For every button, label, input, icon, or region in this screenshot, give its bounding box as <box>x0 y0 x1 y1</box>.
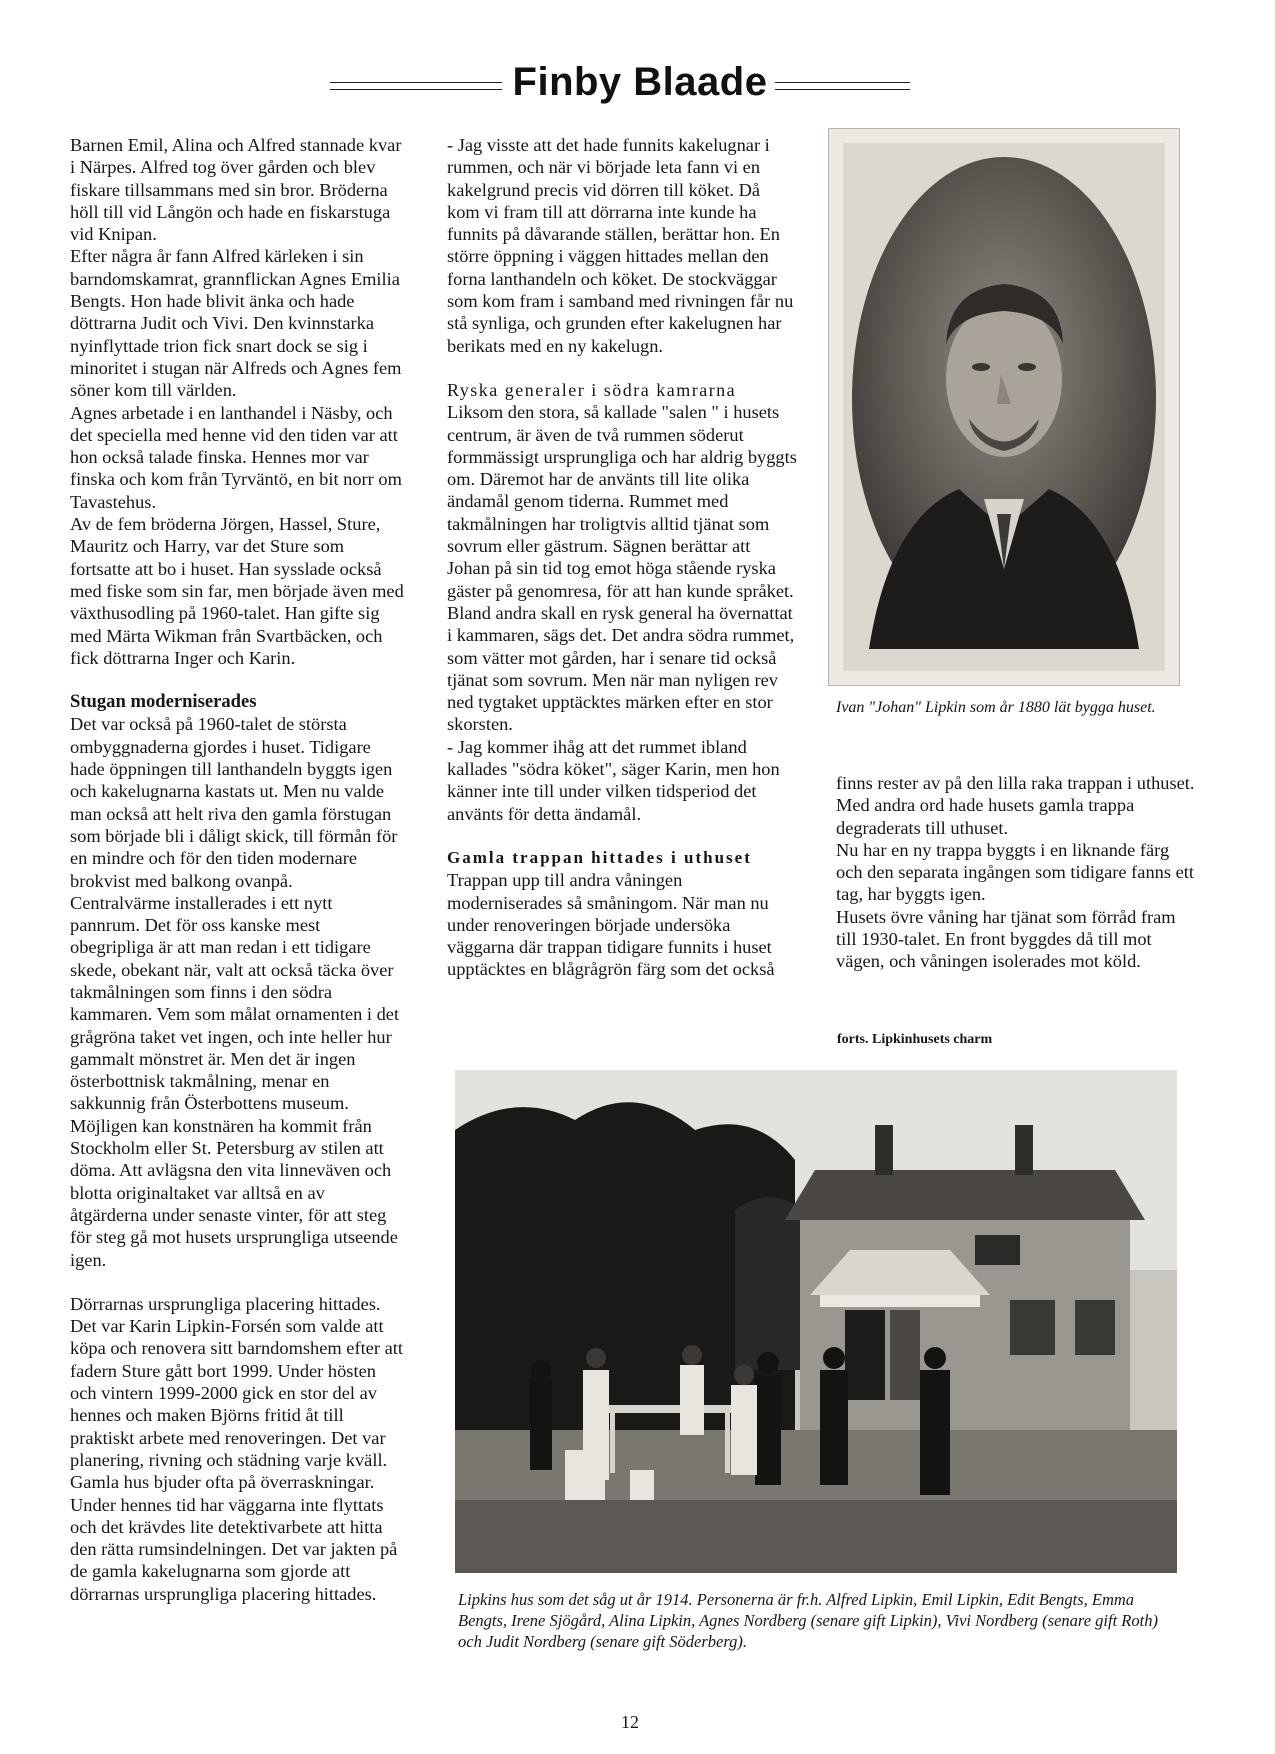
paragraph: Det var också på 1960-talet de största ombyggnaderna gjordes i huset. Tidigare hade öppningen till lanthandeln byggts igen och kakelugnarna kastats ut. Men nu valde man också att helt riva den gamla förstugan som började bli i dåligt skick, till förmån för en mindre och för den tiden modernare brokvist med balkong ovanpå. <box>70 714 398 891</box>
paragraph: Efter några år fann Alfred kärleken i sin barndomskamrat, grannflickan Agnes Emilia Bengts. Hon hade blivit änka och hade döttrarna Judit och Vivi. Den kvinnstarka nyinflyttade trion fick snart dock se sig i minoritet i stugan när Alfreds och Agnes fem söner kom till världen. <box>70 246 402 401</box>
article-column-1 <box>70 134 404 1605</box>
portrait-photo <box>828 128 1180 686</box>
paragraph: Centralvärme installerades i ett nytt pannrum. Det för oss kanske mest obegripliga är att man redan i ett tidigare skede, obekant när, valt att också täcka över takmålningen som finns i den södra kammaren. Vem som målat ornamenten i det grågröna taket vet ingen, och inte heller hur gammalt mönstret är. Men det är ingen österbottnisk takmålning, menar en sakkunnig från Österbottens museum. Möjligen kan konstnären ha kommit från Stockholm eller St. Petersburg av stilen att döma. Att avlägsna den vita linneväven och blotta originaltaket var alltså en av åtgärderna under senaste vinter, för att steg för steg gå mot husets ursprungliga utseende igen. <box>70 892 400 1270</box>
house-image <box>455 1070 1177 1573</box>
masthead <box>330 60 910 116</box>
paragraph: Dörrarnas ursprungliga placering hittades. Det var Karin Lipkin-Forsén som valde att köpa och renovera sitt barndomshem efter att fadern Sture gått bort 1999. Under hösten och vintern 1999-2000 gick en stor del av hennes och maken Björns fritid åt till praktiskt arbete med renoveringen. Det var planering, rivning och städning varje kväll. Gamla hus bjuder ofta på överraskningar. Under hennes tid har väggarna inte flyttats och det krävdes lite detektivarbete att hitta den rätta rumsindelningen. Det var jakten på de gamla kakelugnarna som gjorde att dörrarnas ursprungliga placering hittades. <box>70 1293 403 1604</box>
portrait-caption: Ivan "Johan" Lipkin som år 1880 lät bygga huset. <box>836 699 1156 716</box>
house-photo-caption: Lipkins hus som det såg ut år 1914. Personerna är fr.h. Alfred Lipkin, Emil Lipkin, Edit Bengts, Emma Bengts, Irene Sjögård, Alina Lipkin, Agnes Nordberg (senare gift Lipkin), Vivi Nordberg (senare gift Roth) och Judit Nordberg (senare gift Söderberg). <box>458 1590 1158 1651</box>
paragraph: Husets övre våning har tjänat som förråd fram till 1930-talet. En front byggdes då till mot vägen, och våningen isolerades mot köld. <box>836 906 1176 972</box>
article-column-2 <box>447 134 797 981</box>
section-heading: Stugan moderniserades <box>70 691 257 713</box>
continuation-note: forts. Lipkinhusets charm <box>837 1032 993 1047</box>
article-column-3 <box>836 772 1196 973</box>
page-number: 12 <box>621 1712 639 1732</box>
masthead-rule-right <box>775 82 910 90</box>
section-heading: Gamla trappan hittades i uthuset <box>447 847 752 867</box>
paragraph: Av de fem bröderna Jörgen, Hassel, Sture, Mauritz och Harry, var det Sture som fortsatte att bo i huset. Han sysslade också med fiske som sin far, men började även med växthusodling på 1960-talet. Han gifte sig med Märta Wikman från Svartbäcken, och fick döttrarna Inger och Karin. <box>70 514 404 668</box>
paragraph: Trappan upp till andra våningen moderniserades så småningom. När man nu under renoveringen började undersöka väggarna där trappan tidigare funnits i huset upptäcktes en blågrågrön färg som det också <box>447 870 775 980</box>
paragraph: Liksom den stora, så kallade "salen " i husets centrum, är även de två rummen söderut formmässigt ursprungliga och har aldrig byggts om. Däremot har de använts till lite olika ändamål genom tiderna. Rummet med takmålningen har troligtvis alltid tjänat som sovrum eller gästrum. Sägnen berättar att Johan på sin tid tog emot höga stående ryska gäster på genomresa, för att han kunde språket. Bland andra skall en rysk general ha övernattat i kammaren, sägs det. Det andra södra rummet, som vätter mot gården, har i senare tid också tjänat som sovrum. Men när man nyligen rev ned tygtaket upptäcktes märken efter en stor skorsten. <box>447 402 797 735</box>
paragraph: - Jag kommer ihåg att det rummet ibland kallades "södra köket", säger Karin, men hon känner inte till under vilken tidsperiod det använts för detta ändamål. <box>447 736 780 824</box>
masthead-title: Finby Blaade <box>512 60 768 104</box>
paragraph: finns rester av på den lilla raka trappan i uthuset. Med andra ord hade husets gamla trappa degraderats till uthuset. <box>836 773 1195 838</box>
section-heading: Ryska generaler i södra kamrarna <box>447 379 737 400</box>
house-photo <box>455 1070 1177 1573</box>
portrait-image <box>829 129 1179 685</box>
paragraph: Agnes arbetade i en lanthandel i Näsby, och det speciella med henne vid den tiden var att hon också talade finska. Hennes mor var finska och kom från Tyrväntö, en bit norr om Tavastehus. <box>70 402 402 512</box>
paragraph: Barnen Emil, Alina och Alfred stannade kvar i Närpes. Alfred tog över gården och blev fiskare tillsammans med sin bror. Bröderna höll till vid Långön och hade en fiskarstuga vid Knipan. <box>70 135 402 245</box>
masthead-rule-left <box>330 82 502 90</box>
paragraph: Nu har en ny trappa byggts i en liknande färg och den separata ingången som tidigare fanns ett tag, har byggts igen. <box>836 839 1194 905</box>
paragraph: - Jag visste att det hade funnits kakelugnar i rummen, och när vi började leta fann vi en kakelgrund precis vid dörren till köket. Då kom vi fram till att dörrarna inte kunde ha funnits på dåvarande ställen, berättar hon. En större öppning i väggen hittades mellan den forna lanthandeln och köket. De stockväggar som kom fram i samband med rivningen får nu stå synliga, och grunden efter kakelugnen har berikats med en ny kakelugn. <box>447 135 794 356</box>
